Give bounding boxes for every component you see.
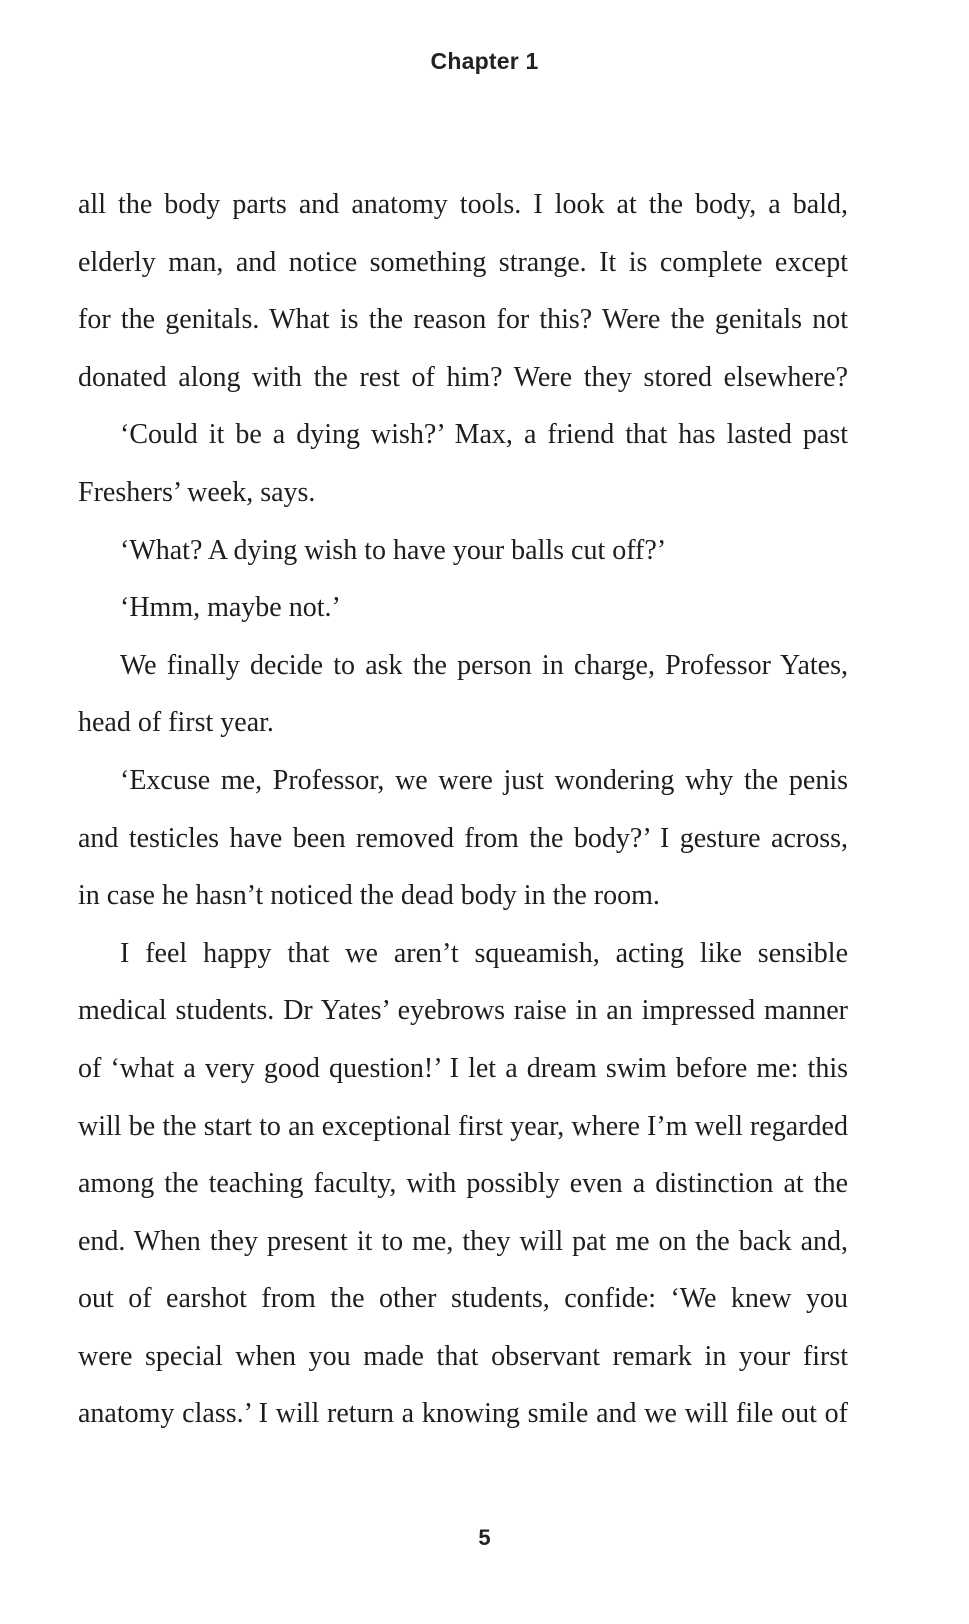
text-line: and testicles have been removed from the body?’ I gesture across, (78, 822, 848, 854)
text-line: for the genitals. What is the reason for this? Were the genitals not (78, 304, 848, 336)
text-line: all the body parts and anatomy tools. I look at the body, a bald, (78, 189, 848, 220)
page-number: 5 (478, 1525, 491, 1550)
text-line: were special when you made that observant remark in your first (78, 1340, 848, 1372)
chapter-heading: Chapter 1 (430, 48, 539, 74)
text-line: I feel happy that we aren’t squeamish, acting like sensible (120, 937, 848, 969)
text-line: medical students. Dr Yates’ eyebrows raise in an impressed manner (78, 995, 848, 1027)
text-line: donated along with the rest of him? Were they stored elsewhere? (78, 361, 848, 393)
text-line: end. When they present it to me, they will pat me on the back and, (78, 1225, 848, 1257)
text-line: in case he hasn’t noticed the dead body in the room. (78, 880, 660, 912)
text-line: elderly man, and notice something strange. It is complete except (78, 246, 848, 278)
text-line: ‘Could it be a dying wish?’ Max, a friend that has lasted past (120, 419, 848, 451)
text-line: ‘Hmm, maybe not.’ (120, 592, 341, 624)
body-text (78, 183, 848, 1450)
text-line: head of first year. (78, 707, 274, 739)
text-line: We finally decide to ask the person in charge, Professor Yates, (120, 649, 848, 681)
text-line: Freshers’ week, says. (78, 476, 316, 508)
text-line: of ‘what a very good question!’ I let a dream swim before me: this (78, 1052, 848, 1084)
text-line: ‘Excuse me, Professor, we were just wondering why the penis (120, 764, 848, 796)
text-line: among the teaching faculty, with possibly even a distinction at the (78, 1168, 848, 1200)
text-line: out of earshot from the other students, confide: ‘We knew you (78, 1283, 848, 1315)
text-line: anatomy class.’ I will return a knowing smile and we will file out of (78, 1398, 848, 1430)
text-line: will be the start to an exceptional first year, where I’m well regarded (78, 1110, 848, 1142)
text-line: ‘What? A dying wish to have your balls cut off?’ (120, 534, 667, 566)
